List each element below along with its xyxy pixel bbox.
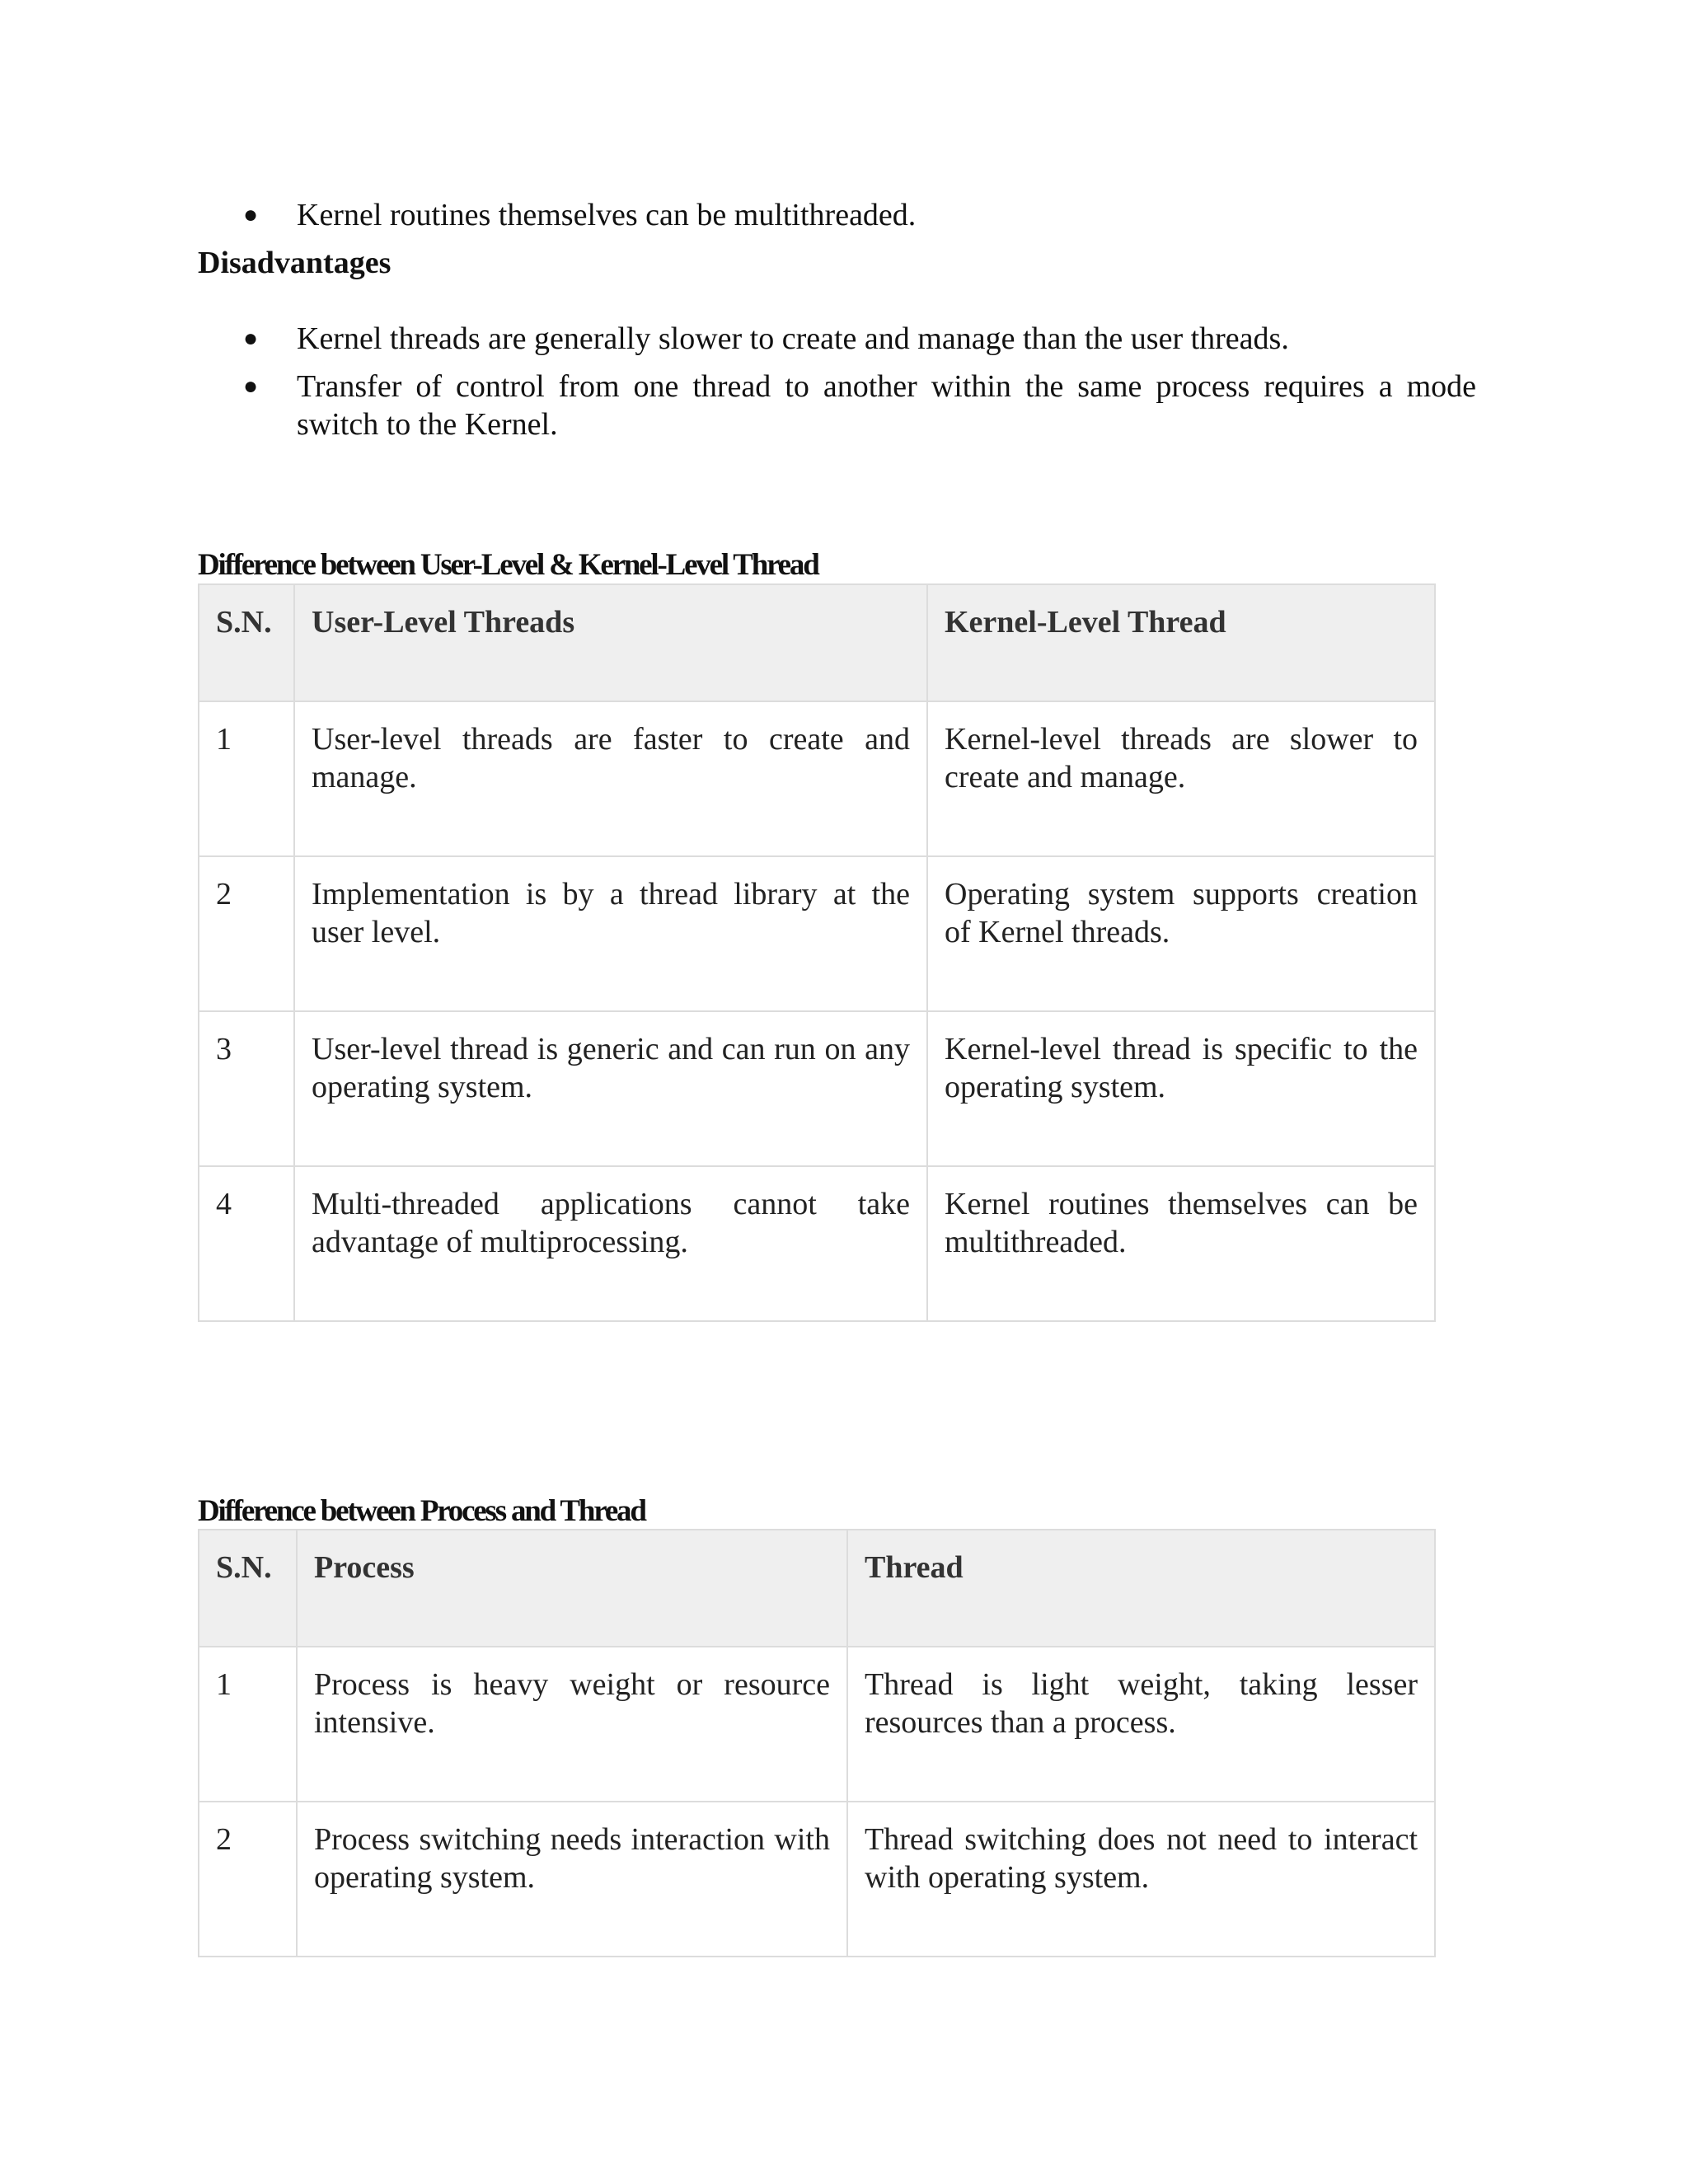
table-header-row — [199, 584, 1435, 701]
bullet-icon: ● — [243, 325, 259, 352]
header-cell-process: Process — [297, 1530, 847, 1647]
table-row — [199, 701, 1435, 856]
table-cell-sn: 1 — [199, 701, 294, 856]
list-item — [243, 196, 1476, 234]
process-thread-comparison-table — [198, 1529, 1436, 1957]
advantages-list-continued — [243, 196, 1476, 244]
table-row — [199, 1647, 1435, 1802]
bullet-icon: ● — [243, 201, 259, 228]
table-row — [199, 1166, 1435, 1321]
table-row — [199, 1802, 1435, 1957]
user-kernel-comparison-table — [198, 583, 1436, 1322]
list-item-text: Kernel routines themselves can be multithreaded. — [297, 198, 917, 232]
table-cell-sn: 1 — [199, 1647, 297, 1802]
list-item-text: Transfer of control from one thread to another within the same process requires a mode switch to the Kernel. — [297, 369, 1476, 442]
header-cell-user-level: User-Level Threads — [294, 584, 927, 701]
table-cell: Kernel-level threads are slower to create and manage. — [927, 701, 1435, 856]
header-cell-thread: Thread — [847, 1530, 1435, 1647]
table-header-row — [199, 1530, 1435, 1647]
table-cell-sn: 3 — [199, 1011, 294, 1166]
table-cell: Implementation is by a thread library at the user level. — [294, 856, 927, 1011]
list-item-text: Kernel threads are generally slower to create and manage than the user threads. — [297, 321, 1289, 356]
section-title-process-thread: Difference between Process and Thread — [198, 1494, 645, 1528]
table-cell: Process switching needs interaction with operating system. — [297, 1802, 847, 1957]
header-cell-sn: S.N. — [199, 584, 294, 701]
table-cell: Multi-threaded applications cannot take advantage of multiprocessing. — [294, 1166, 927, 1321]
disadvantages-list — [243, 320, 1476, 453]
disadvantages-heading: Disadvantages — [198, 246, 392, 280]
section-title-user-kernel: Difference between User-Level & Kernel-Level Thread — [198, 548, 818, 582]
table-cell: Thread switching does not need to interact with operating system. — [847, 1802, 1435, 1957]
list-item — [243, 320, 1476, 358]
table-row — [199, 856, 1435, 1011]
header-cell-kernel-level: Kernel-Level Thread — [927, 584, 1435, 701]
table-cell-sn: 4 — [199, 1166, 294, 1321]
table-cell: User-level thread is generic and can run on any operating system. — [294, 1011, 927, 1166]
table-row — [199, 1011, 1435, 1166]
table-cell: User-level threads are faster to create and manage. — [294, 701, 927, 856]
bullet-icon: ● — [243, 373, 259, 400]
table-cell: Operating system supports creation of Kernel threads. — [927, 856, 1435, 1011]
table-cell: Process is heavy weight or resource intensive. — [297, 1647, 847, 1802]
table-cell: Thread is light weight, taking lesser resources than a process. — [847, 1647, 1435, 1802]
table-cell: Kernel-level thread is specific to the operating system. — [927, 1011, 1435, 1166]
list-item — [243, 368, 1476, 443]
header-cell-sn: S.N. — [199, 1530, 297, 1647]
table-cell-sn: 2 — [199, 856, 294, 1011]
table-cell: Kernel routines themselves can be multithreaded. — [927, 1166, 1435, 1321]
table-cell-sn: 2 — [199, 1802, 297, 1957]
